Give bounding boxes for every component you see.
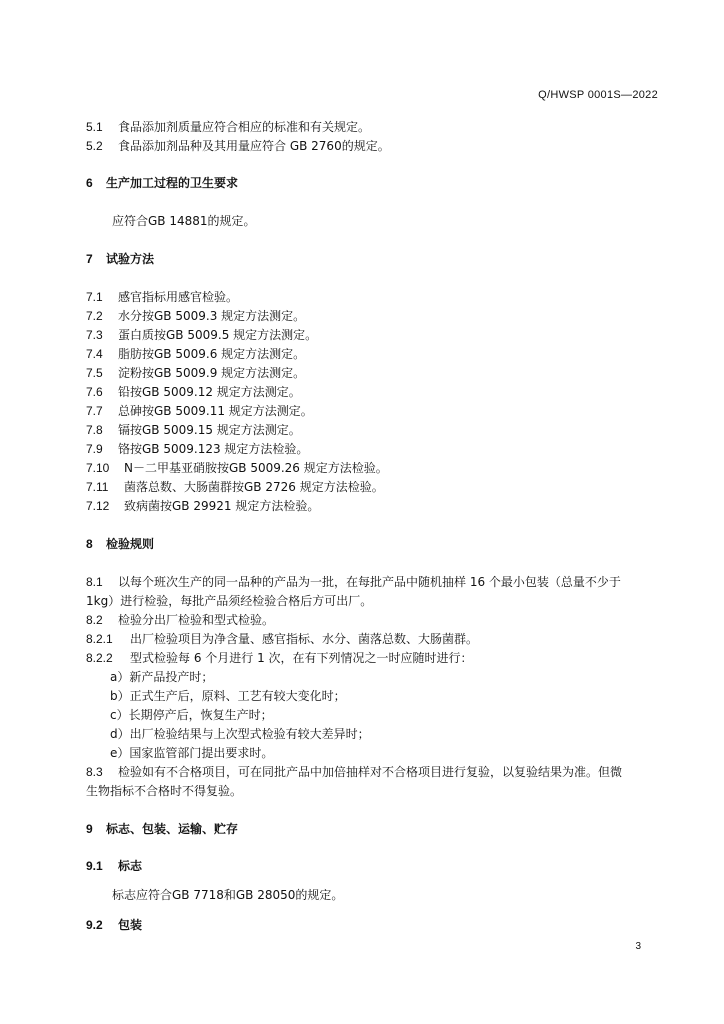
clause-number: 7.10 [86, 461, 110, 475]
clause-number: 7.5 [86, 366, 103, 380]
clause-text: 铅按GB 5009.12 规定方法测定。 [118, 385, 301, 399]
clause-7-7 [86, 404, 313, 418]
clause-text: 食品添加剂品种及其用量应符合 GB 2760的规定。 [118, 139, 390, 153]
clause-text: 食品添加剂质量应符合相应的标准和有关规定。 [118, 120, 371, 134]
section-number: 9 [86, 822, 93, 836]
clause-number: 8.2 [86, 613, 103, 627]
clause-number: 7.2 [86, 309, 103, 323]
clause-5-1 [86, 120, 370, 134]
section-9-1-heading [86, 859, 142, 873]
clause-number: 8.2.2 [86, 651, 113, 665]
clause-number: 8.3 [86, 765, 103, 779]
page-number: 3 [635, 941, 641, 952]
clause-text: 型式检验每 6 个月进行 1 次，在有下列情况之一时应随时进行： [130, 651, 473, 665]
clause-number: 8.2.1 [86, 632, 113, 646]
clause-number: 7.3 [86, 328, 103, 342]
section-title: 包装 [118, 918, 143, 932]
clause-8-3-line2: 生物指标不合格时不得复验。 [86, 784, 243, 798]
clause-7-12 [86, 499, 319, 513]
section-title: 试验方法 [106, 252, 155, 266]
clause-text: 镉按GB 5009.15 规定方法测定。 [118, 423, 301, 437]
section-9-2-heading [86, 918, 142, 932]
clause-number: 7.12 [86, 499, 110, 513]
section-number: 9.1 [86, 859, 103, 873]
clause-number: 7.11 [86, 480, 109, 494]
clause-7-10 [86, 461, 388, 475]
clause-7-8 [86, 423, 301, 437]
clause-8-2-2 [86, 651, 473, 665]
clause-7-2 [86, 309, 305, 323]
clause-7-1 [86, 290, 238, 304]
clause-text: N－二甲基亚硝胺按GB 5009.26 规定方法检验。 [124, 461, 388, 475]
condition-list-item: e）国家监管部门提出要求时。 [110, 746, 274, 760]
section-title: 生产加工过程的卫生要求 [106, 176, 239, 190]
section-title: 检验规则 [106, 537, 155, 551]
clause-text: 铬按GB 5009.123 规定方法检验。 [118, 442, 309, 456]
clause-number: 5.1 [86, 120, 103, 134]
section-number: 8 [86, 537, 93, 551]
clause-7-11 [86, 480, 384, 494]
clause-8-2-1 [86, 632, 478, 646]
section-9-1-body: 标志应符合GB 7718和GB 28050的规定。 [112, 888, 344, 902]
clause-number: 8.1 [86, 575, 103, 589]
clause-number: 5.2 [86, 139, 103, 153]
section-title: 标志、包装、运输、贮存 [106, 822, 239, 836]
condition-list-item: a）新产品投产时； [110, 670, 214, 684]
clause-7-5 [86, 366, 305, 380]
clause-number: 7.9 [86, 442, 103, 456]
clause-text: 水分按GB 5009.3 规定方法测定。 [118, 309, 306, 323]
condition-list-item: d）出厂检验结果与上次型式检验有较大差异时； [110, 727, 370, 741]
clause-7-3 [86, 328, 317, 342]
header-document-code: Q/HWSP 0001S—2022 [538, 89, 658, 101]
section-number: 6 [86, 176, 93, 190]
clause-8-3-line1 [86, 765, 622, 779]
section-6-heading [86, 176, 238, 190]
clause-number: 7.7 [86, 404, 103, 418]
clause-text: 总砷按GB 5009.11 规定方法测定。 [118, 404, 313, 418]
section-number: 9.2 [86, 918, 103, 932]
clause-8-1-line2: 1kg）进行检验，每批产品须经检验合格后方可出厂。 [86, 594, 373, 608]
section-7-heading [86, 252, 154, 266]
clause-text: 出厂检验项目为净含量、感官指标、水分、菌落总数、大肠菌群。 [130, 632, 479, 646]
clause-8-2 [86, 613, 274, 627]
clause-number: 7.4 [86, 347, 103, 361]
clause-7-6 [86, 385, 301, 399]
clause-text: 检验分出厂检验和型式检验。 [118, 613, 275, 627]
clause-text: 淀粉按GB 5009.9 规定方法测定。 [118, 366, 306, 380]
clause-number: 7.8 [86, 423, 103, 437]
clause-text: 脂肪按GB 5009.6 规定方法测定。 [118, 347, 306, 361]
clause-number: 7.1 [86, 290, 103, 304]
condition-list-item: c）长期停产后，恢复生产时； [110, 708, 273, 722]
clause-text: 蛋白质按GB 5009.5 规定方法测定。 [118, 328, 318, 342]
section-6-body: 应符合GB 14881的规定。 [112, 214, 256, 228]
condition-list-item: b）正式生产后，原料、工艺有较大变化时； [110, 689, 346, 703]
clause-text: 菌落总数、大肠菌群按GB 2726 规定方法检验。 [124, 480, 384, 494]
clause-7-9 [86, 442, 308, 456]
section-title: 标志 [118, 859, 143, 873]
clause-number: 7.6 [86, 385, 103, 399]
clause-5-2 [86, 139, 390, 153]
clause-text: 致病菌按GB 29921 规定方法检验。 [124, 499, 320, 513]
clause-7-4 [86, 347, 305, 361]
clause-text: 感官指标用感官检验。 [118, 290, 239, 304]
clause-text: 检验如有不合格项目，可在同批产品中加倍抽样对不合格项目进行复验，以复验结果为准。但微 [118, 765, 623, 779]
section-number: 7 [86, 252, 93, 266]
clause-8-1-line1 [86, 575, 621, 589]
section-8-heading [86, 537, 154, 551]
section-9-heading [86, 822, 238, 836]
clause-text: 以每个班次生产的同一品种的产品为一批，在每批产品中随机抽样 16 个最小包装（总量不少于 [118, 575, 621, 589]
